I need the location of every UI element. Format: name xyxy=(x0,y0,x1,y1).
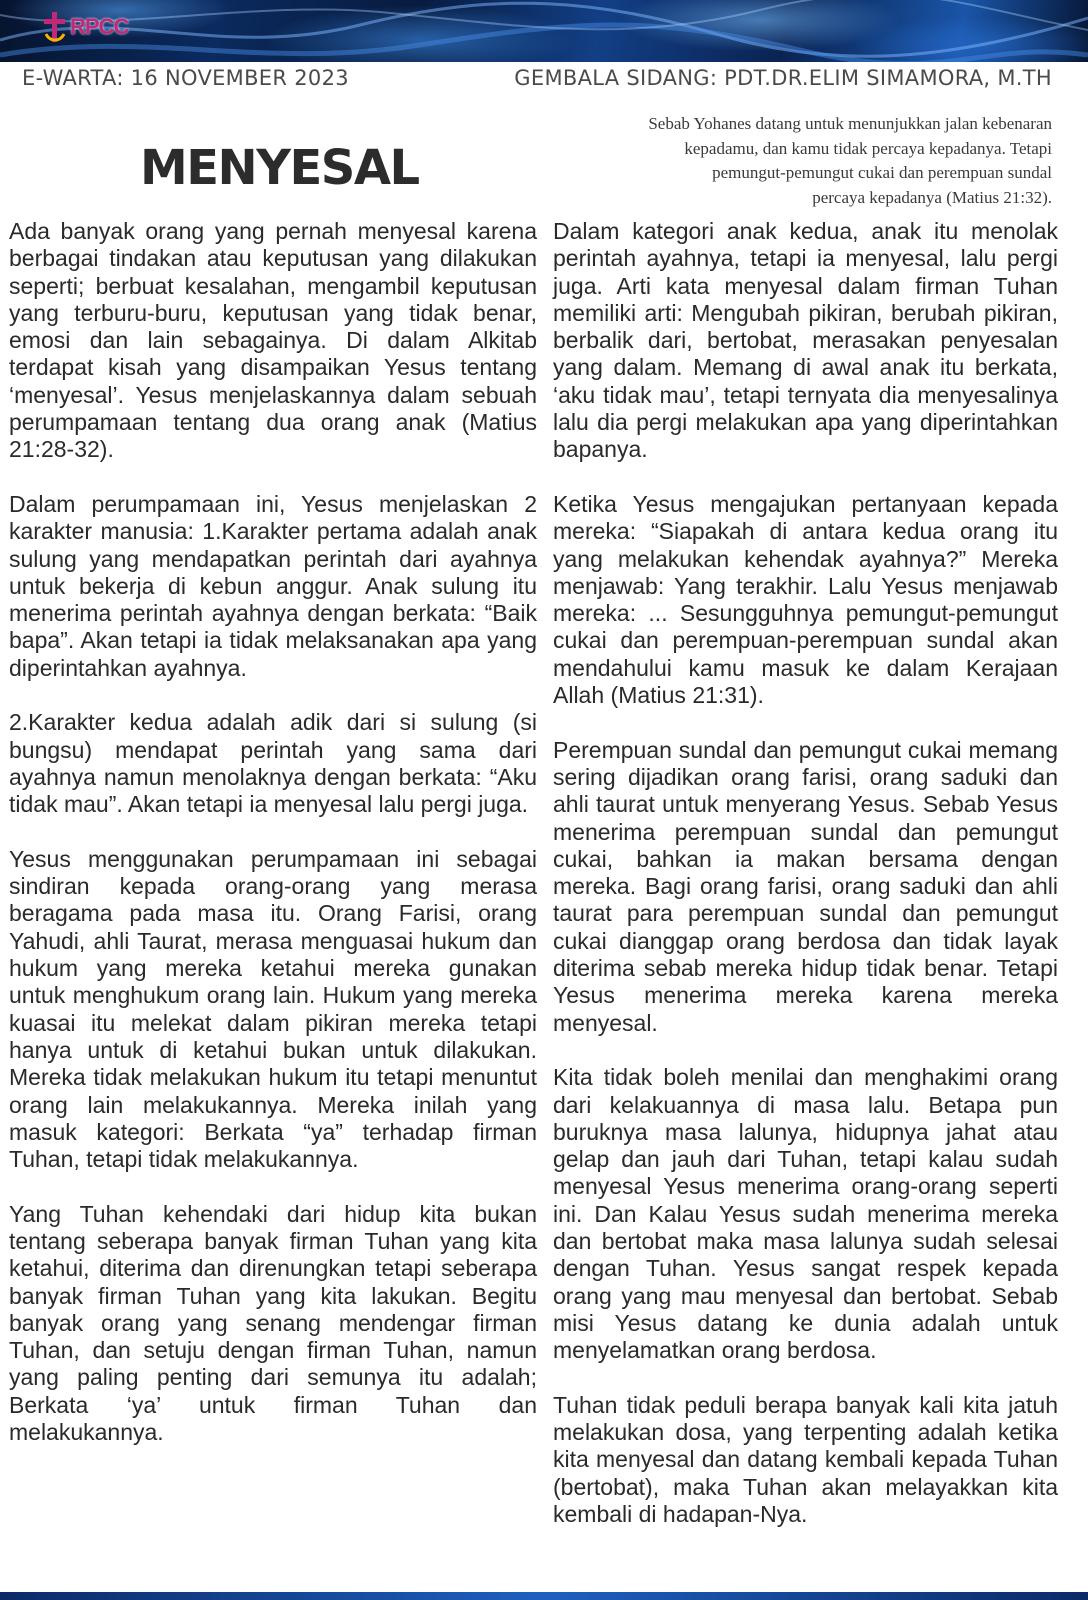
paragraph: Dalam kategori anak kedua, anak itu menolak perintah ayahnya, tetapi ia menyesal, lalu pergi juga. Arti kata menyesal dalam firman Tuhan memiliki arti: Mengubah pikiran, berubah pikiran, berbalik dari, bertobat, merasakan penyesalan yang dalam. Memang di awal anak itu berkata, ‘aku tidak mau’, tetapi ternyata dia menyesalinya lalu dia pergi melakukan apa yang diperintahkan bapanya. xyxy=(553,218,1058,463)
rpcc-logo xyxy=(40,10,150,46)
quote-line: percaya kepadanya (Matius 21:32). xyxy=(812,187,1052,207)
banner-swirl-graphic xyxy=(0,0,1088,62)
paragraph: Ada banyak orang yang pernah menyesal karena berbagai tindakan atau keputusan yang dilakukan seperti; berbuat kesalahan, mengambil keputusan yang terburu-buru, keputusan yang tidak benar, emosi dan lain sebagainya. Di dalam Alkitab terdapat kisah yang disampaikan Yesus tentang ‘menyesal’. Yesus menjelaskannya dalam sebuah perumpamaan tentang dua orang anak (Matius 21:28-32). xyxy=(9,218,537,463)
paragraph: Perempuan sundal dan pemungut cukai memang sering dijadikan orang farisi, orang saduki dan ahli taurat untuk menyerang Yesus. Sebab Yesus menerima perempuan sundal dan pemungut cukai, bahkan ia makan bersama dengan mereka. Bagi orang farisi, orang saduki dan ahli taurat para perempuan sundal dan pemungut cukai dianggap orang berdosa dan tidak layak diterima sebab mereka hidup tidak benar. Tetapi Yesus menerima mereka karena mereka menyesal. xyxy=(553,736,1058,1036)
right-column xyxy=(553,218,1058,1556)
scripture-quote xyxy=(552,112,1052,210)
quote-line: Sebab Yohanes datang untuk menunjukkan jalan kebenaran xyxy=(648,114,1052,133)
bulletin-date: E-WARTA: 16 NOVEMBER 2023 xyxy=(22,66,349,90)
paragraph: 2.Karakter kedua adalah adik dari si sulung (si bungsu) mendapat perintah yang sama dari ayahnya namun menolaknya dengan berkata: “Aku tidak mau”. Akan tetapi ia menyesal lalu pergi juga. xyxy=(9,709,537,818)
paragraph: Yesus menggunakan perumpamaan ini sebagai sindiran kepada orang-orang yang merasa beragama pada masa itu. Orang Farisi, orang Yahudi, ahli Taurat, merasa menguasai hukum dan hukum yang mereka ketahui mereka gunakan untuk menghukum orang lain. Hukum yang mereka kuasai itu melekat dalam pikiran mereka tetapi hanya untuk di ketahui bukan untuk dilakukan. Mereka tidak melakukan hukum itu tetapi menuntut orang lain melakukannya. Mereka inilah yang masuk kategori: Berkata “ya” terhadap firman Tuhan, tetapi tidak melakukannya. xyxy=(9,845,537,1173)
quote-line: pemungut-pemungut cukai dan perempuan sundal xyxy=(712,163,1052,182)
paragraph: Ketika Yesus mengajukan pertanyaan kepada mereka: “Siapakah di antara kedua orang itu yang melakukan kehendak ayahnya?” Mereka menjawab: Yang terakhir. Lalu Yesus menjawab mereka: ... Sesungguhnya pemungut-pemungut cukai dan perempuan-perempuan sundal akan mendahului kamu masuk ke dalam Kerajaan Allah (Matius 21:31). xyxy=(553,490,1058,709)
header-banner xyxy=(0,0,1088,62)
quote-line: kepadamu, dan kamu tidak percaya kepadanya. Tetapi xyxy=(684,138,1052,158)
paragraph: Kita tidak boleh menilai dan menghakimi orang dari kelakuannya di masa lalu. Betapa pun buruknya masa lalunya, hidupnya jahat atau gelap dan jauh dari Tuhan, tetapi kalau sudah menyesal Yesus menerima orang-orang seperti ini. Dan Kalau Yesus sudah menerima mereka dan bertobat maka masa lalunya sudah selesai dengan Tuhan. Yesus sangat respek kepada orang yang mau menyesal dan bertobat. Sebab misi Yesus datang ke dunia adalah untuk menyelamatkan orang berdosa. xyxy=(553,1064,1058,1364)
left-column xyxy=(9,218,537,1474)
footer-bar xyxy=(0,1592,1088,1600)
paragraph: Dalam perumpamaan ini, Yesus menjelaskan 2 karakter manusia: 1.Karakter pertama adalah anak sulung yang mendapatkan perintah dari ayahnya untuk bekerja di kebun anggur. Anak sulung itu menerima perintah ayahnya dengan berkata: “Baik bapa”. Akan tetapi ia tidak melaksanakan apa yang diperintahkan ayahnya. xyxy=(9,490,537,681)
paragraph: Tuhan tidak peduli berapa banyak kali kita jatuh melakukan dosa, yang terpenting adalah ketika kita menyesal dan datang kembali kepada Tuhan (bertobat), maka Tuhan akan melayakkan kita kembali di hadapan-Nya. xyxy=(553,1391,1058,1527)
page-title: MENYESAL xyxy=(140,140,419,196)
paragraph: Yang Tuhan kehendaki dari hidup kita bukan tentang seberapa banyak firman Tuhan yang kita ketahui, diterima dan direnungkan tetapi seberapa banyak firman Tuhan yang kita lakukan. Begitu banyak orang yang senang mendengar firman Tuhan, dan setuju dengan firman Tuhan, namun yang paling penting dari semunya itu adalah; Berkata ‘ya’ untuk firman Tuhan dan melakukannya. xyxy=(9,1200,537,1446)
pastor-name: GEMBALA SIDANG: PDT.DR.ELIM SIMAMORA, M.TH xyxy=(514,66,1052,90)
cross-logo-icon xyxy=(40,10,70,46)
logo-text: RPCC xyxy=(70,14,129,39)
